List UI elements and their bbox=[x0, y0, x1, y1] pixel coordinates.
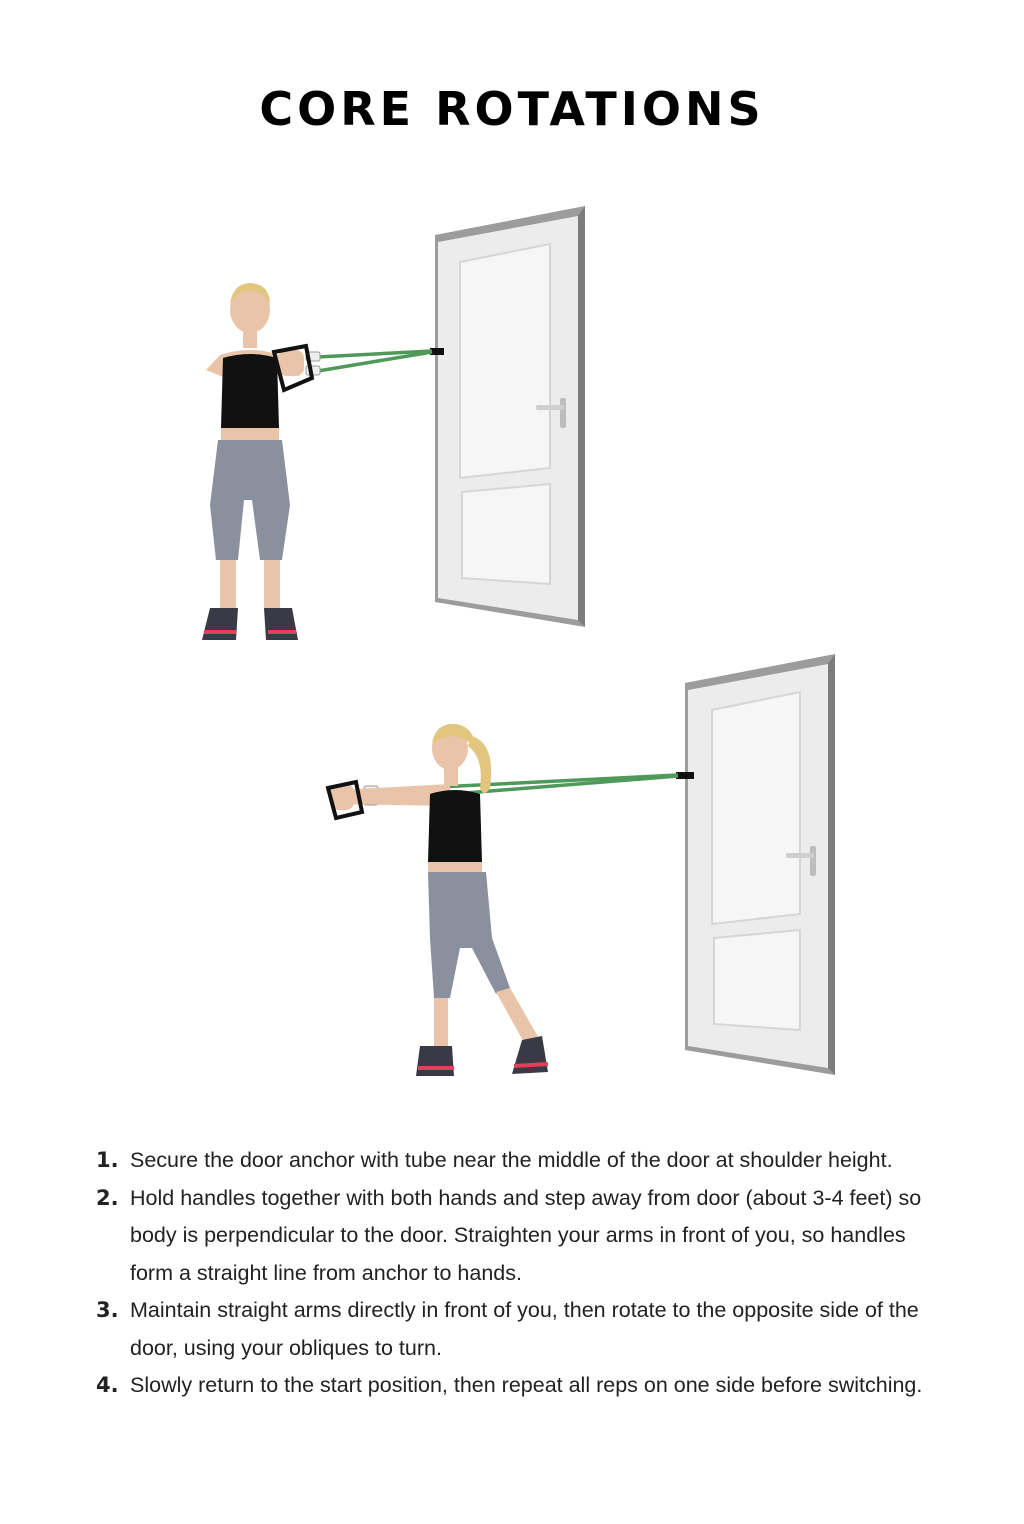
door-icon bbox=[435, 206, 585, 627]
step-item-3 bbox=[96, 1292, 946, 1367]
step-item-4 bbox=[96, 1367, 946, 1405]
step-number: 1. bbox=[96, 1148, 119, 1172]
step-number: 4. bbox=[96, 1373, 119, 1397]
woman-side-icon bbox=[328, 724, 548, 1076]
step-item-1 bbox=[96, 1142, 946, 1180]
step-text: Maintain straight arms directly in front of you, then rotate to the opposite side of the door, using your obliques to turn. bbox=[130, 1298, 919, 1360]
page-title: CORE ROTATIONS bbox=[259, 82, 765, 136]
exercise-figure-side bbox=[300, 648, 860, 1088]
step-text: Slowly return to the start position, then repeat all reps on one side before switching. bbox=[130, 1373, 923, 1397]
step-number: 3. bbox=[96, 1298, 119, 1322]
step-text: Hold handles together with both hands and step away from door (about 3-4 feet) so body is perpendicular to the door. Straighten your arms in front of you, so handles form a straight line from anchor to hands. bbox=[130, 1185, 922, 1285]
step-number: 2. bbox=[96, 1185, 119, 1210]
woman-front-icon bbox=[202, 283, 312, 640]
instruction-list bbox=[96, 1142, 946, 1405]
step-text: Secure the door anchor with tube near the middle of the door at shoulder height. bbox=[130, 1148, 893, 1172]
door-icon bbox=[685, 654, 835, 1075]
resistance-band-icon bbox=[306, 348, 444, 375]
step-item-2 bbox=[96, 1180, 946, 1293]
exercise-figure-front bbox=[180, 200, 600, 640]
